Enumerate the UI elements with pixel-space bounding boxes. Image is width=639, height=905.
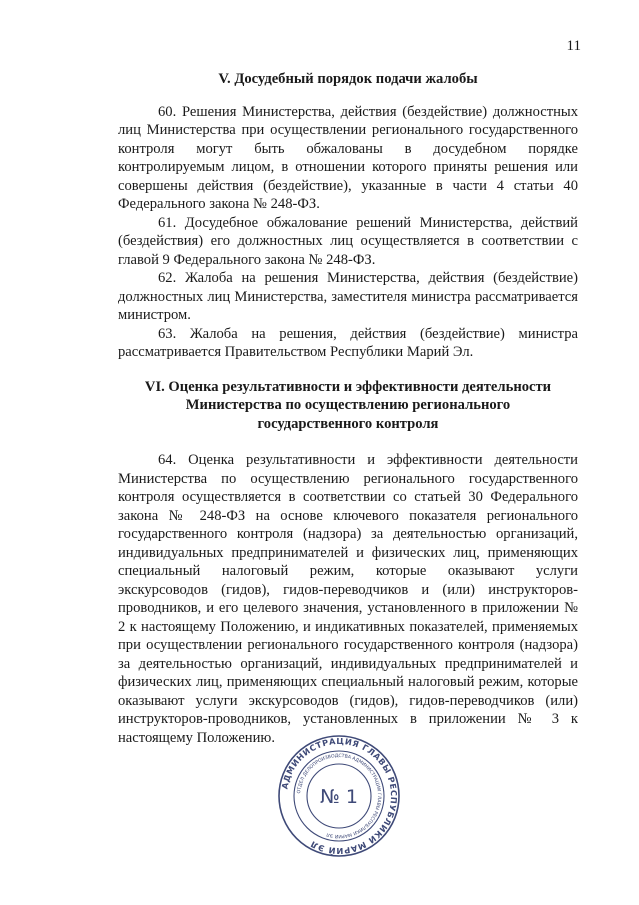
official-stamp (276, 733, 402, 859)
section-6-title-line-3: государственного контроля (257, 415, 439, 432)
paragraph-62: 62. Жалоба на решения Министерства, действия (бездействие) должностных лиц Министерства, заместителя министра рассматривается министром. (118, 270, 578, 323)
document-body (118, 70, 578, 747)
stamp-inner-text: ОТДЕЛ ДЕЛОПРОИЗВОДСТВА АДМИНИСТРАЦИИ ГЛАВЫ РЕСПУБЛИКИ МАРИЙ ЭЛ (297, 753, 382, 839)
stamp-outer-text: АДМИНИСТРАЦИЯ ГЛАВЫ РЕСПУБЛИКИ МАРИЙ ЭЛ (279, 735, 400, 857)
section-6-title (118, 378, 578, 434)
section-5-title: V. Досудебный порядок подачи жалобы (218, 71, 478, 87)
paragraph-60: 60. Решения Министерства, действия (бездействие) должностных лиц Министерства при осуществлении регионального государственного контроля могут быть обжалованы в досудебном порядке контролируемым лицом, в отношении которого приняты решения или совершены действия (бездействие), указанные в части 4 статьи 40 Федерального закона № 248-ФЗ. (118, 103, 578, 212)
page-number: 11 (566, 38, 581, 54)
paragraph-63: 63. Жалоба на решения, действия (бездействие) министра рассматривается Правительством Республики Марий Эл. (118, 325, 578, 360)
stamp-number: № 1 (320, 786, 358, 808)
section-6-title-line-2: Министерства по осуществлению регионального (185, 397, 511, 413)
paragraph-61: 61. Досудебное обжалование решений Министерства, действий (бездействия) его должностных лиц осуществляется в соответствии с главой 9 Федерального закона № 248-ФЗ. (118, 214, 578, 268)
section-6-title-line-1: VI. Оценка результативности и эффективности деятельности (144, 378, 552, 395)
paragraph-64: 64. Оценка результативности и эффективности деятельности Министерства по осуществлению регионального государственного контроля осуществляется в соответствии со статьей 30 Федерального закона № 248-ФЗ на основе ключевого показателя регионального государственного контроля (надзора) за деятельностью организаций, индивидуальных предпринимателей и физических лиц, применяющих специальный налоговый режим, которые оказывают услуги экскурсоводов (гидов), гидов-переводчиков и (или) инструкторов-проводников, и его целевого значения, установленного в приложении № 2 к настоящему Положению, и индикативных показателей, применяемых при осуществлении регионального государственного контроля (надзора) за деятельностью организаций, индивидуальных предпринимателей и физических лиц, применяющих специальный налоговый режим, которые оказывают услуги экскурсоводов (гидов), гидов-переводчиков (или) инструкторов-проводников, установленных в приложении № 3 к настоящему Положению. (118, 452, 578, 746)
